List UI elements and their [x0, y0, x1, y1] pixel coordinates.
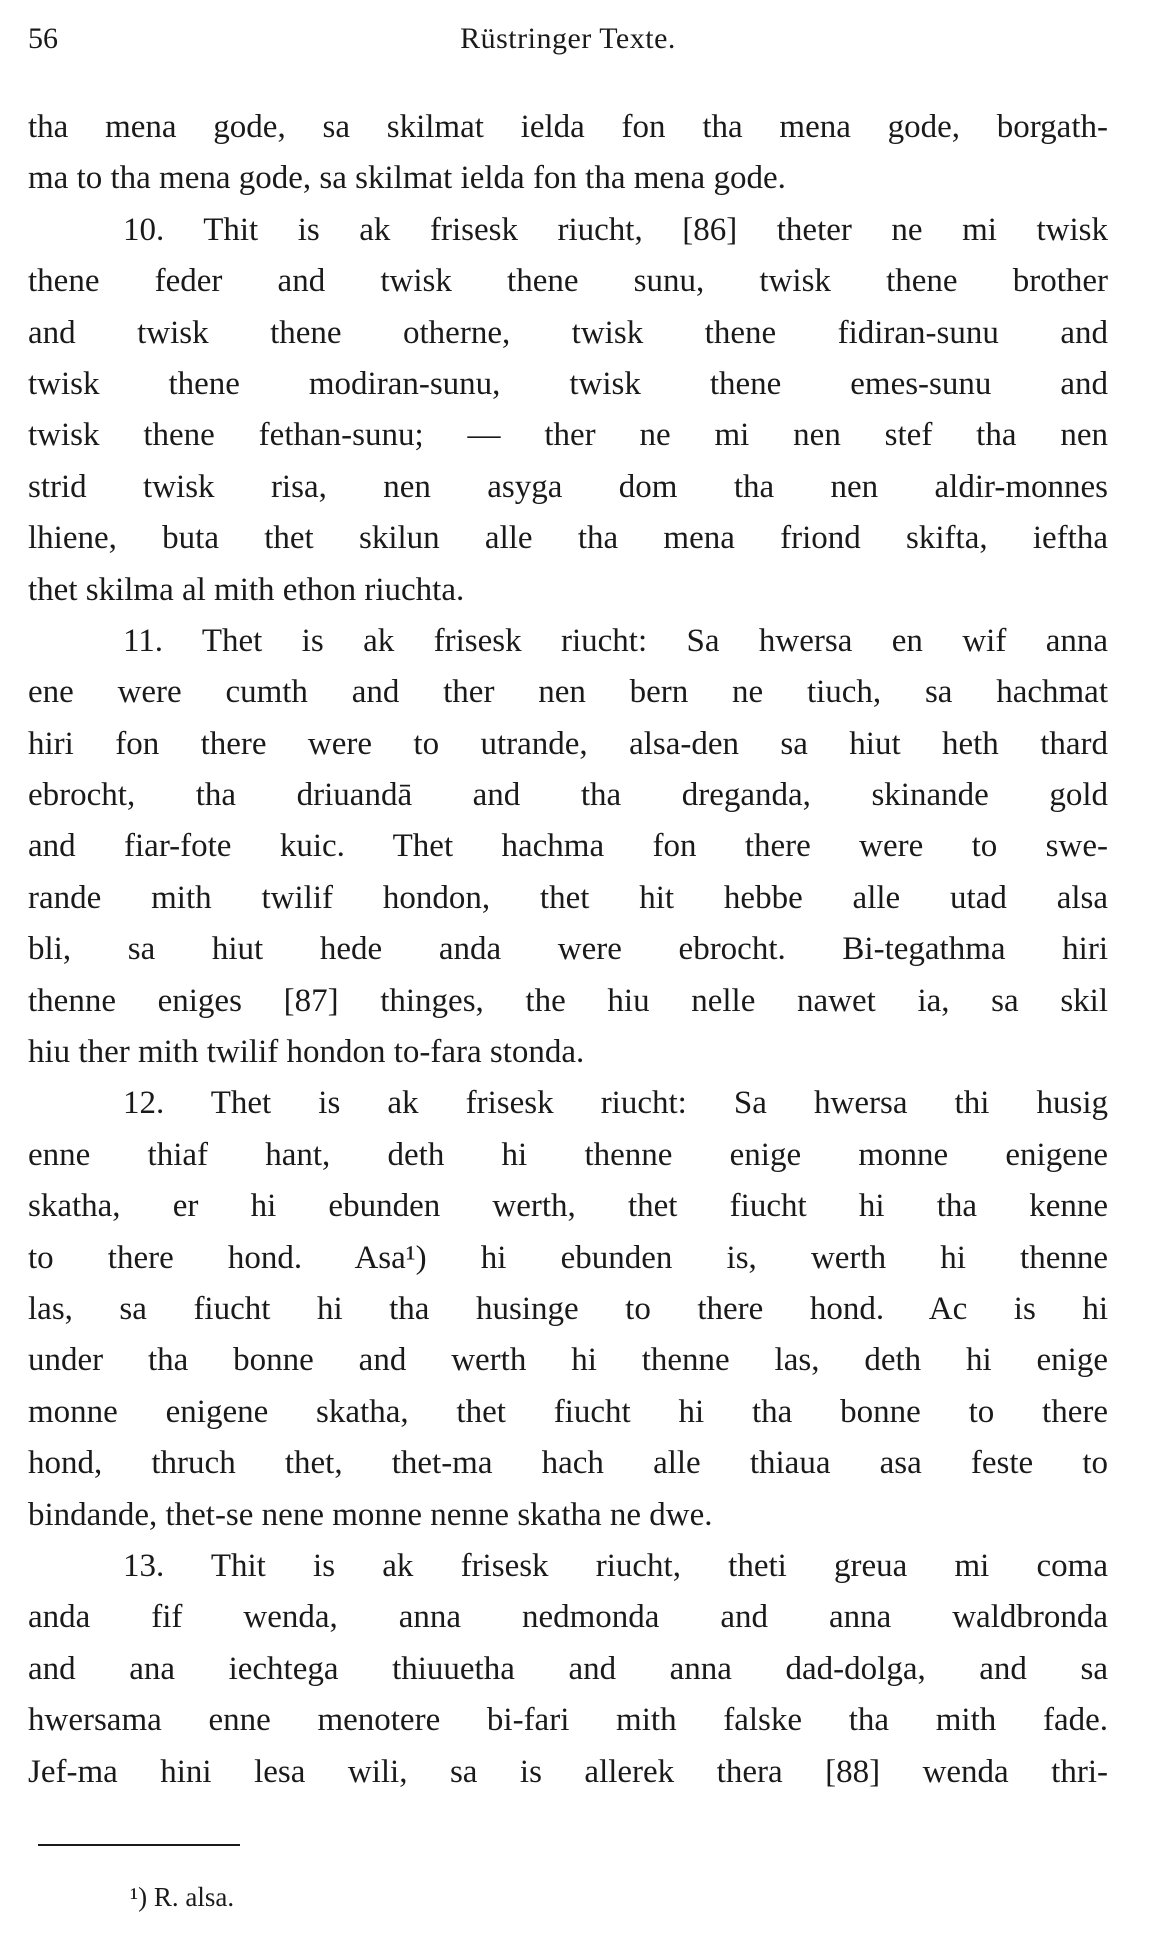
paragraph-10-start: 10. Thit is ak frisesk riucht, [86] theter ne mi twisk — [123, 211, 1108, 248]
text-line: thet skilma al mith ethon riuchta. — [28, 571, 465, 608]
paragraph-11-start: 11. Thet is ak frisesk riucht: Sa hwersa en wif anna — [123, 622, 1108, 659]
text-line: and twisk thene otherne, twisk thene fidiran-sunu and — [28, 314, 1108, 351]
text-line: ebrocht, tha driuandā and tha dreganda, skinande gold — [28, 777, 1108, 814]
text-line: ma to tha mena gode, sa skilmat ielda fon tha mena gode. — [28, 160, 786, 197]
text-line: and ana iechtega thiuuetha and anna dad-dolga, and sa — [28, 1650, 1108, 1687]
text-line: rande mith twilif hondon, thet hit hebbe alle utad alsa — [28, 879, 1108, 916]
text-line: tha mena gode, sa skilmat ielda fon tha mena gode, borgath- — [28, 109, 1108, 145]
text-line: twisk thene modiran-sunu, twisk thene emes-sunu and — [28, 365, 1108, 402]
text-line: thenne eniges [87] thinges, the hiu nelle nawet ia, sa skil — [28, 982, 1108, 1019]
text-line: bindande, thet-se nene monne nenne skatha ne dwe. — [28, 1496, 713, 1533]
page-header — [28, 22, 1108, 62]
text-line: anda fif wenda, anna nedmonda and anna waldbronda — [28, 1599, 1108, 1636]
text-line: lhiene, buta thet skilun alle tha mena friond skifta, ieftha — [28, 520, 1108, 557]
footnote: ¹) R. alsa. — [130, 1882, 235, 1912]
body-text — [28, 102, 1108, 1798]
running-title: Rüstringer Texte. — [460, 22, 676, 55]
text-line: las, sa fiucht hi tha husinge to there hond. Ac is hi — [28, 1290, 1108, 1327]
text-line: Jef-ma hini lesa wili, sa is allerek thera [88] wenda thri- — [28, 1753, 1108, 1790]
text-line: thene feder and twisk thene sunu, twisk thene brother — [28, 263, 1108, 300]
paragraph-13-start: 13. Thit is ak frisesk riucht, theti greua mi coma — [123, 1547, 1108, 1584]
text-line: hiu ther mith twilif hondon to-fara stonda. — [28, 1034, 585, 1071]
text-line: skatha, er hi ebunden werth, thet fiucht hi tha kenne — [28, 1188, 1108, 1225]
paragraph-12-start: 12. Thet is ak frisesk riucht: Sa hwersa thi husig — [123, 1085, 1108, 1122]
text-line: hiri fon there were to utrande, alsa-den sa hiut heth thard — [28, 725, 1108, 762]
text-line: monne enigene skatha, thet fiucht hi tha bonne to there — [28, 1393, 1108, 1430]
text-line: ene were cumth and ther nen bern ne tiuch, sa hachmat — [28, 674, 1108, 711]
text-line: under tha bonne and werth hi thenne las, deth hi enige — [28, 1342, 1108, 1379]
footnote-divider — [38, 1844, 240, 1846]
text-line: to there hond. Asa¹) hi ebunden is, werth hi thenne — [28, 1239, 1108, 1276]
text-line: hwersama enne menotere bi-fari mith falske tha mith fade. — [28, 1702, 1108, 1739]
text-line: hond, thruch thet, thet-ma hach alle thiaua asa feste to — [28, 1445, 1108, 1482]
text-line: strid twisk risa, nen asyga dom tha nen aldir-monnes — [28, 468, 1108, 505]
text-line: and fiar-fote kuic. Thet hachma fon there were to swe- — [28, 828, 1108, 865]
page-number: 56 — [28, 22, 58, 55]
text-line: enne thiaf hant, deth hi thenne enige monne enigene — [28, 1136, 1108, 1173]
text-line: bli, sa hiut hede anda were ebrocht. Bi-tegathma hiri — [28, 931, 1108, 968]
text-line: twisk thene fethan-sunu; — ther ne mi nen stef tha nen — [28, 417, 1108, 454]
